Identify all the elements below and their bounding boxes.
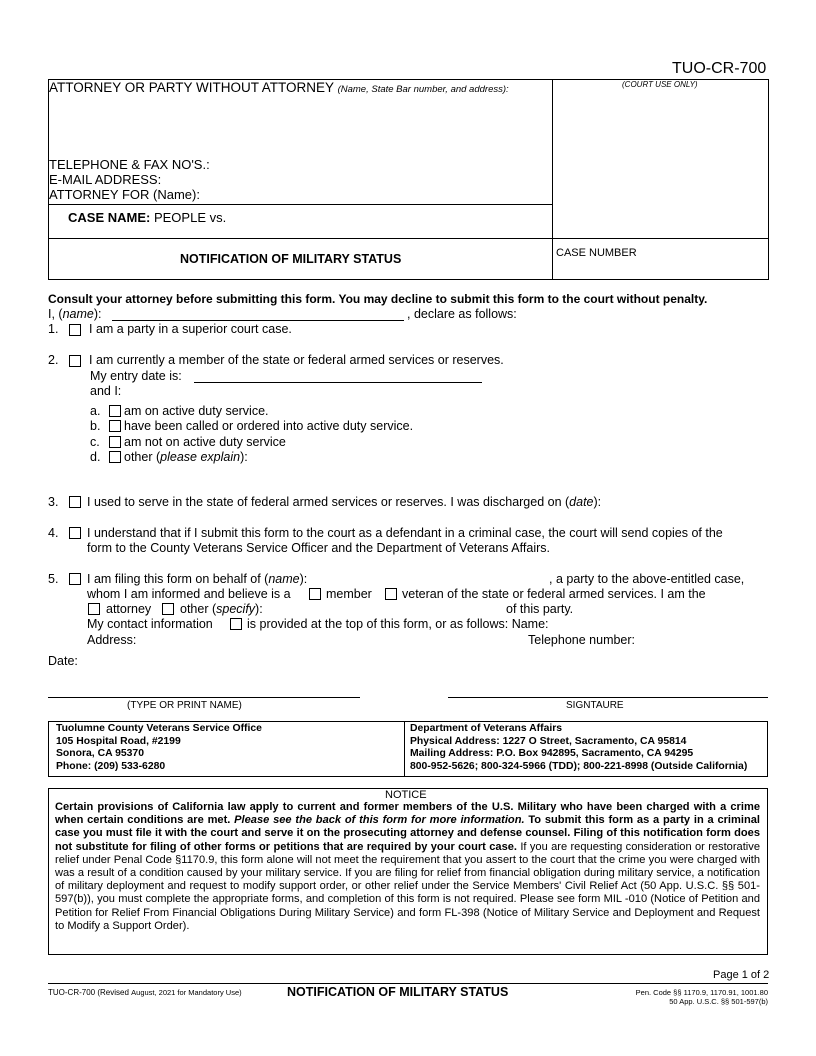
court-use-label: (COURT USE ONLY) (622, 80, 698, 89)
case-name: CASE NAME: PEOPLE vs. (68, 210, 227, 225)
contact-info-checkbox[interactable] (230, 618, 242, 630)
header-divider (552, 79, 553, 280)
called-to-duty-checkbox[interactable] (109, 420, 121, 432)
attorney-checkbox[interactable] (88, 603, 100, 615)
email-label: E-MAIL ADDRESS: (49, 172, 162, 187)
item4-checkbox[interactable] (69, 527, 81, 539)
attorney-for-label: ATTORNEY FOR (Name): (49, 187, 200, 202)
notice-text: Certain provisions of California law apply to current and former members of the U.S. Military who have been charged with a crime when certain conditions are met. Please see the back of this form for more information. To submit this form as a party in a criminal case you must file it with the court and serve it on the prosecuting attorney and defense counsel. Filing of this notification form does not substitute for filing of other forms or petitions that are required by your court case. If you are requesting consideration or restorative relief under Penal Code §1170.9, this form alone will not meet the requirement that you assert to the court that the crime you were charged with was a result of a condition caused by your military service. If you are filing for relief from financial obligation during military service, a notification of military deployment and request to modify support order, or other relief under the Service Members' Civil Relief Act (50 App. U.S.C. §§ 501-597(b)), you must complete the appropriate forms, and completion of this form is not required. Please see form MIL -010 (Notice of Petition and Petition for Relief From Financial Obligations During Military Service) and form FL-398 (Notice of Military Service and Deployment and Request to Modify a Support Order). (55, 801, 760, 932)
signature-line[interactable] (448, 697, 768, 698)
item2-checkbox[interactable] (69, 355, 81, 367)
not-active-checkbox[interactable] (109, 436, 121, 448)
item4-text-2: form to the County Veterans Service Officer and the Department of Veterans Affairs. (87, 541, 550, 555)
notice-title: NOTICE (385, 789, 427, 801)
item2-text: I am currently a member of the state or federal armed services or reserves. (89, 353, 504, 367)
consult-text: Consult your attorney before submitting this form. You may decline to submit this form to the court without penalty. (48, 292, 708, 306)
item5-text: I am filing this form on behalf of (name): (87, 572, 308, 586)
attorney-label: ATTORNEY OR PARTY WITHOUT ATTORNEY (Name, State Bar number, and address): (49, 80, 509, 95)
other-relation-checkbox[interactable] (162, 603, 174, 615)
footer-title: NOTIFICATION OF MILITARY STATUS (287, 985, 509, 999)
form-title: NOTIFICATION OF MILITARY STATUS (180, 252, 402, 266)
va-office: Department of Veterans Affairs Physical Address: 1227 O Street, Sacramento, CA 95814 Mailing Address: P.O. Box 942895, Sacramento, CA 94295 800-952-5626; 800-324-5966 (TDD); 800-221-8998 (Outside California) (410, 723, 748, 772)
county-office: Tuolumne County Veterans Service Office 105 Hospital Road, #2199 Sonora, CA 95370 Phone: (209) 533-6280 (56, 723, 262, 772)
item5-checkbox[interactable] (69, 573, 81, 585)
veteran-checkbox[interactable] (385, 588, 397, 600)
date-label: Date: (48, 654, 78, 668)
item4-text-1: I understand that if I submit this form to the court as a defendant in a criminal case, the court will send copies of the (87, 526, 723, 540)
page-number: Page 1 of 2 (713, 969, 770, 981)
active-duty-checkbox[interactable] (109, 405, 121, 417)
telephone-label: TELEPHONE & FAX NO'S.: (49, 157, 210, 172)
form-id: TUO-CR-700 (672, 60, 767, 77)
print-name-line[interactable] (48, 697, 360, 698)
form-revision: TUO-CR-700 (Revised August, 2021 for Mandatory Use) (48, 988, 242, 997)
member-checkbox[interactable] (309, 588, 321, 600)
other-explain: other (please explain): (124, 450, 248, 464)
item1-text: I am a party in a superior court case. (89, 322, 292, 336)
declarant-name-line[interactable] (112, 320, 404, 321)
item3-checkbox[interactable] (69, 496, 81, 508)
attorney-contact (49, 157, 210, 202)
item1-checkbox[interactable] (69, 324, 81, 336)
case-number-label: CASE NUMBER (556, 247, 637, 259)
item3-text: I used to serve in the state of federal armed services or reserves. I was discharged on (date): (87, 495, 602, 509)
entry-date-line[interactable] (194, 382, 482, 383)
declarant-line: I, (name): (48, 307, 102, 321)
other-specify: other (specify): (180, 602, 263, 616)
statute-codes: Pen. Code §§ 1170.9, 1170.91, 1001.80 50 App. U.S.C. §§ 501-597(b) (635, 988, 768, 1006)
other-checkbox[interactable] (109, 451, 121, 463)
